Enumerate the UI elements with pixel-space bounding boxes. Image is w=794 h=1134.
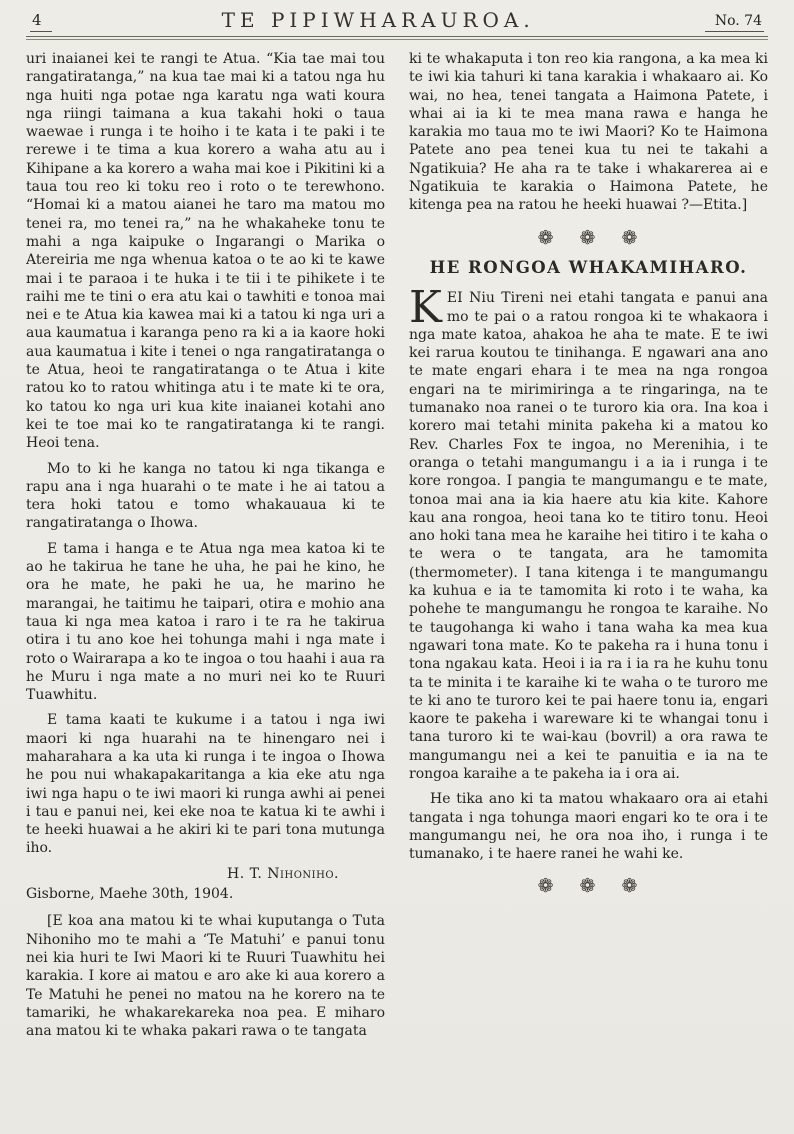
article-paragraph-text: EI Niu Tireni nei etahi tangata e panui ana mo te pai o a ratou rongoa ki te whakaora i nga mate katoa, ahakoa he aha te mate. E te iwi kei rarua koutou te tinihanga. E ngawari ana ano te mate engari ehara i te mea na nga rongoa engari na te mirimiringa a te ringaringa, na te tumanako noa ranei o te turoro kia ora. Ina koa i korero mai tetahi minita pakeha ki a matou ko Rev. Charles Fox te ingoa, no Merenihia, i te oranga o tetahi mangumangu i a ia i runga i te kore rongoa. I pangia te mangumangu e te mate, tonoa mai ana ia kia haere atu kia kite. Kahore kau ana rongoa, heoi tana ko te titiro tonu. Heoi ano hoki tana mea he karaihe hei titiro i te kaha o te wera o te tangata, ara he tamomita (thermometer). I tana kitenga i te mangumangu ka kuhua e ia te tamomita ki roto i te waha, ka pohehe te mangumangu he rongoa te karaihe. No te taugohanga ki waho i tana waha ka mea kua ngawari tona mate. Ko te pakeha ra i huna tonu i tona ngakau kata. Heoi i ia ra i ia ra he kuhu tonu ta te minita i te karaihe ki te waha o te turoro me te ki ano te turoro kei te pai haere tonu ia, engari kaore te pakeha i wareware ki te whangai tonu i tana turoro ki te wai-kau (bovril) a ora rawa te mangumangu nei a kei te panuitia e ia na te rongoa karaihe a te pakeha ia i ora ai.	[409, 290, 768, 782]
right-column	[409, 50, 768, 1112]
ornament-row: ❁ ❁ ❁	[537, 226, 640, 249]
dateline: Gisborne, Maehe 30th, 1904.	[26, 886, 234, 903]
body-paragraph-continuation: uri inaianei kei te rangi te Atua. “Kia tae mai tou rangatiratanga,” na kua tae mai ki a tatou nga hu nga huiti nga potae nga karatu nga wati koura nga riingi taimana a kua takahi hoki o taua waewae i runga i te hoiho i te kata i te paki i te rerewe i te tima a kua korero a waha atu au i Kihipane a ka korero a waha mai koe i Pikitini ki a taua tou reo ki toku reo i roto o te terewhono. “Homai ki a matou aianei he taro ma matou mo tenei ra, mo tenei ra,” na he whakaheke tonu te mahi a nga kaipuke o Ingarangi o Marika o Atereiria me nga whenua katoa o te ao ki te kawe mai i te paraoa i te huka i te tii i te pihikete i te raihi me te tini o era atu kai o tawhiti e tonoa mai nei e te Atua kia kawea mai ki a tatou ki nga uri a aua kaumatua i karanga peno ra ki a ia kaore hoki aua kaumatua i kite i tenei o nga rangatiratanga o te Atua, heoi te rangatiratanga o te Atua i kite ratou ko to ratou whitinga atu i te mate ki te ora, ko tatou ko nga uri kua kite inaianei kotahi ano kei te toe mai ko te rangatiratanga ki te rangi. Heoi tena.	[26, 51, 385, 452]
masthead-title: TE PIPIWHARAUROA.	[221, 8, 535, 32]
header-rule	[26, 36, 768, 40]
left-column	[26, 50, 385, 1112]
drop-cap: K	[409, 282, 442, 334]
ornament-row-bottom: ❁ ❁ ❁	[537, 875, 640, 898]
editorial-note-continuation: ki te whakaputa i ton reo kia rangona, a ka mea ki te iwi kia tahuri ki tana karakia i whakaaro ai. Ko wai, no hea, tenei tangata a Haimona Patete, i whai ai ia ki te mea mana rawa e hanga he karakia mo taua mo te iwi Maori? Ko te Haimona Patete ano pea tenei kua tu nei te takahi a Ngatikuia? He aha ra te take i whakarerea ai e Ngatikuia te karakia o Haimona Patete, he kitenga pea na ratou he heeki huawai ?—Etita.]	[409, 51, 768, 214]
body-paragraph: Mo to ki he kanga no tatou ki nga tikanga e rapu ana i nga huarahi o te mate i he ai tatou a tera hoki tatou e tomo whakauaua ki te rangatiratanga o Ihowa.	[26, 460, 385, 532]
body-paragraph: E tama kaati te kukume i a tatou i nga iwi maori ki nga huarahi na te hinengaro nei i maharahara a ka uta ki runga i te ingoa o Ihowa he pou nui whakapakaritanga a kia eke atu nga iwi nga hapu o te iwi maori ki runga awhi ai penei i tau e panui nei, kei eke noa te katua ki te awhi i te heeki huawai a he akiri ki te pari tona mutunga iho.	[26, 712, 385, 857]
page-body	[26, 50, 768, 1112]
editorial-note: [E koa ana matou ki te whai kuputanga o Tuta Nihoniho mo te mahi a ‘Te Matuhi’ e panui tonu nei kia huri te Iwi Maori ki te Ruuri Tuawhitu hei karakia. I kore ai matou e aro ake ki aua korero a Te Matuhi he penei no matou na he korero na te tamariki, he whakarekareka noa pea. E miharo ana matou ki te whaka pakari rawa o te tangata	[26, 913, 385, 1040]
page-header	[26, 6, 768, 35]
issue-number: No. 74	[705, 13, 764, 32]
body-paragraph: E tama i hanga e te Atua nga mea katoa ki te ao he takirua he tane he uha, he pai he kino, he ora he mate, he paki he ua, he marino he marangai, he taitimu he taipari, otira e mohio ana taua ki nga mea katoa i raro i te ra he takirua otira i tu ano koe hei tohunga mahi i nga mate i roto o Wairarapa a ko te ingoa o tou haahi i aua ra he Muru i nga mate a no muri nei ko te Ruuri Tuawhitu.	[26, 540, 385, 704]
signature: H. T. Nihoniho.	[227, 865, 339, 882]
article-paragraph: He tika ano ki ta matou whakaaro ora ai etahi tangata i nga tohunga maori engari ko te ora i te mangumangu nei, he ora noa iho, i runga i te tumanako, i te haere ranei he wahi ke.	[409, 791, 768, 863]
article-title: HE RONGOA WHAKAMIHARO.	[429, 257, 748, 277]
article-paragraph	[409, 282, 768, 783]
page-number: 4	[30, 11, 52, 32]
